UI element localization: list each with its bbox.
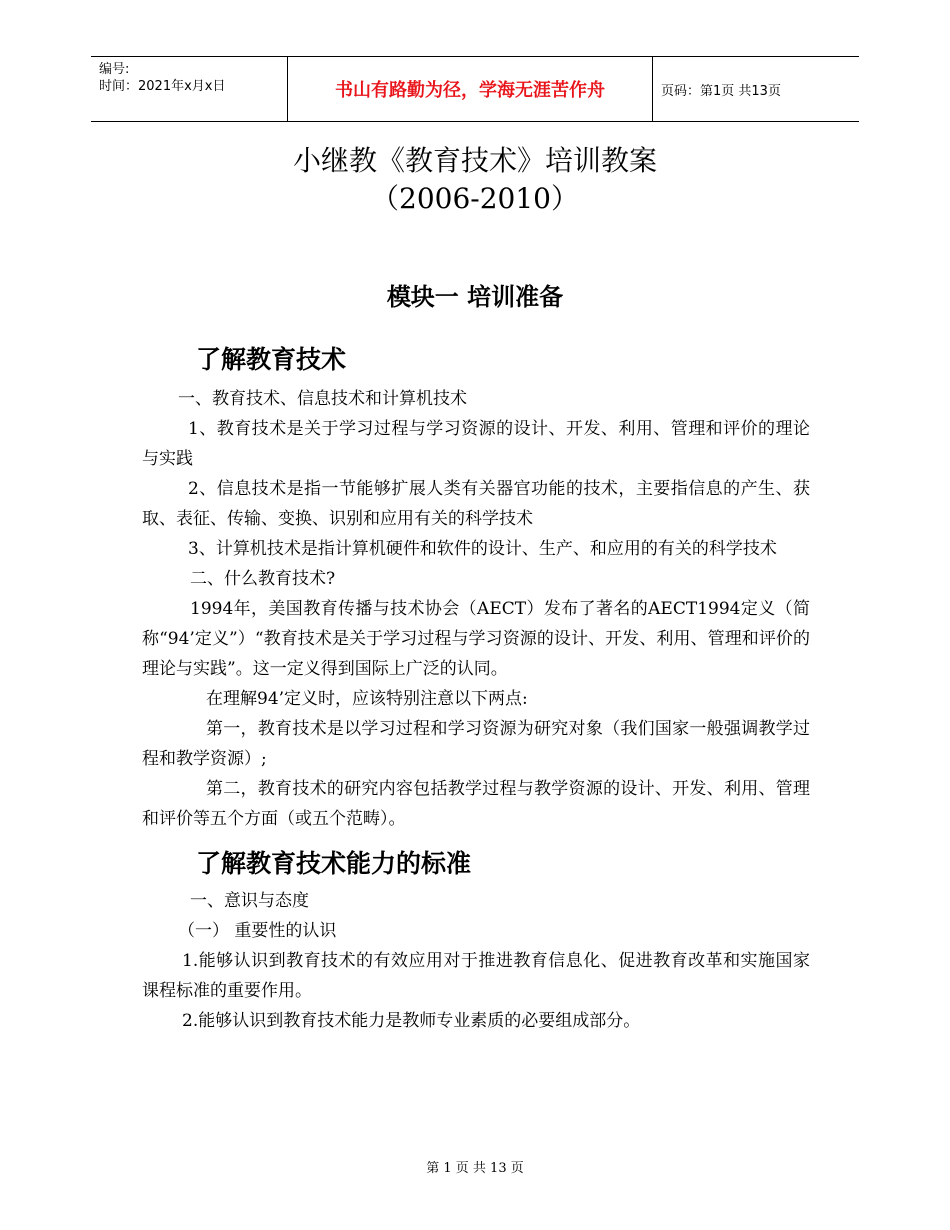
paragraph: 一、意识与态度 (190, 891, 309, 911)
paragraph: （一） 重要性的认识 (178, 921, 337, 941)
time-label: 时间：2021年x月x日 (99, 79, 226, 94)
paragraph: 二、什么教育技术? (190, 569, 336, 589)
paragraph: 1994年，美国教育传播与技术协会（AECT）发布了著名的AECT1994定义（简称“94’定义”）“教育技术是关于学习过程与学习资源的设计、开发、利用、管理和评价的理论与实践”。这一定义得到国际上广泛的认同。 (142, 599, 810, 679)
number-label: 编号: (99, 62, 130, 77)
header-motto: 书山有路勤为径，学海无涯苦作舟 (287, 57, 653, 121)
section-heading-2: 了解教育技术能力的标准 (196, 849, 472, 878)
document-body (142, 384, 810, 1036)
page-footer: 第 1 页 共 13 页 (426, 1161, 524, 1176)
paragraph: 3、计算机技术是指计算机硬件和软件的设计、生产、和应用的有关的科学技术 (188, 539, 777, 559)
header-table (91, 56, 859, 122)
section-heading-1: 了解教育技术 (196, 345, 347, 374)
header-page-info: 页码：第1页 共13页 (661, 83, 781, 99)
module-title: 模块一 培训准备 (386, 282, 564, 311)
paragraph: 2.能够认识到教育技术能力是教师专业素质的必要组成部分。 (182, 1011, 641, 1031)
header-meta (91, 57, 287, 121)
paragraph: 1、教育技术是关于学习过程与学习资源的设计、开发、利用、管理和评价的理论与实践 (142, 419, 810, 469)
paragraph: 一、教育技术、信息技术和计算机技术 (178, 389, 467, 409)
paragraph: 在理解94’定义时，应该特别注意以下两点: (206, 689, 528, 709)
paragraph: 2、信息技术是指一节能够扩展人类有关器官功能的技术，主要指信息的产生、获取、表征、传输、变换、识别和应用有关的科学技术 (142, 479, 810, 529)
paragraph: 1.能够认识到教育技术的有效应用对于推进教育信息化、促进教育改革和实施国家课程标准的重要作用。 (142, 951, 810, 1001)
doc-title: 小继教《教育技术》培训教案 (292, 144, 657, 177)
doc-title-years: （2006-2010） (371, 182, 579, 215)
paragraph: 第一，教育技术是以学习过程和学习资源为研究对象（我们国家一般强调教学过程和教学资源）; (142, 719, 810, 769)
paragraph: 第二，教育技术的研究内容包括教学过程与教学资源的设计、开发、利用、管理和评价等五个方面（或五个范畴）。 (142, 779, 810, 829)
